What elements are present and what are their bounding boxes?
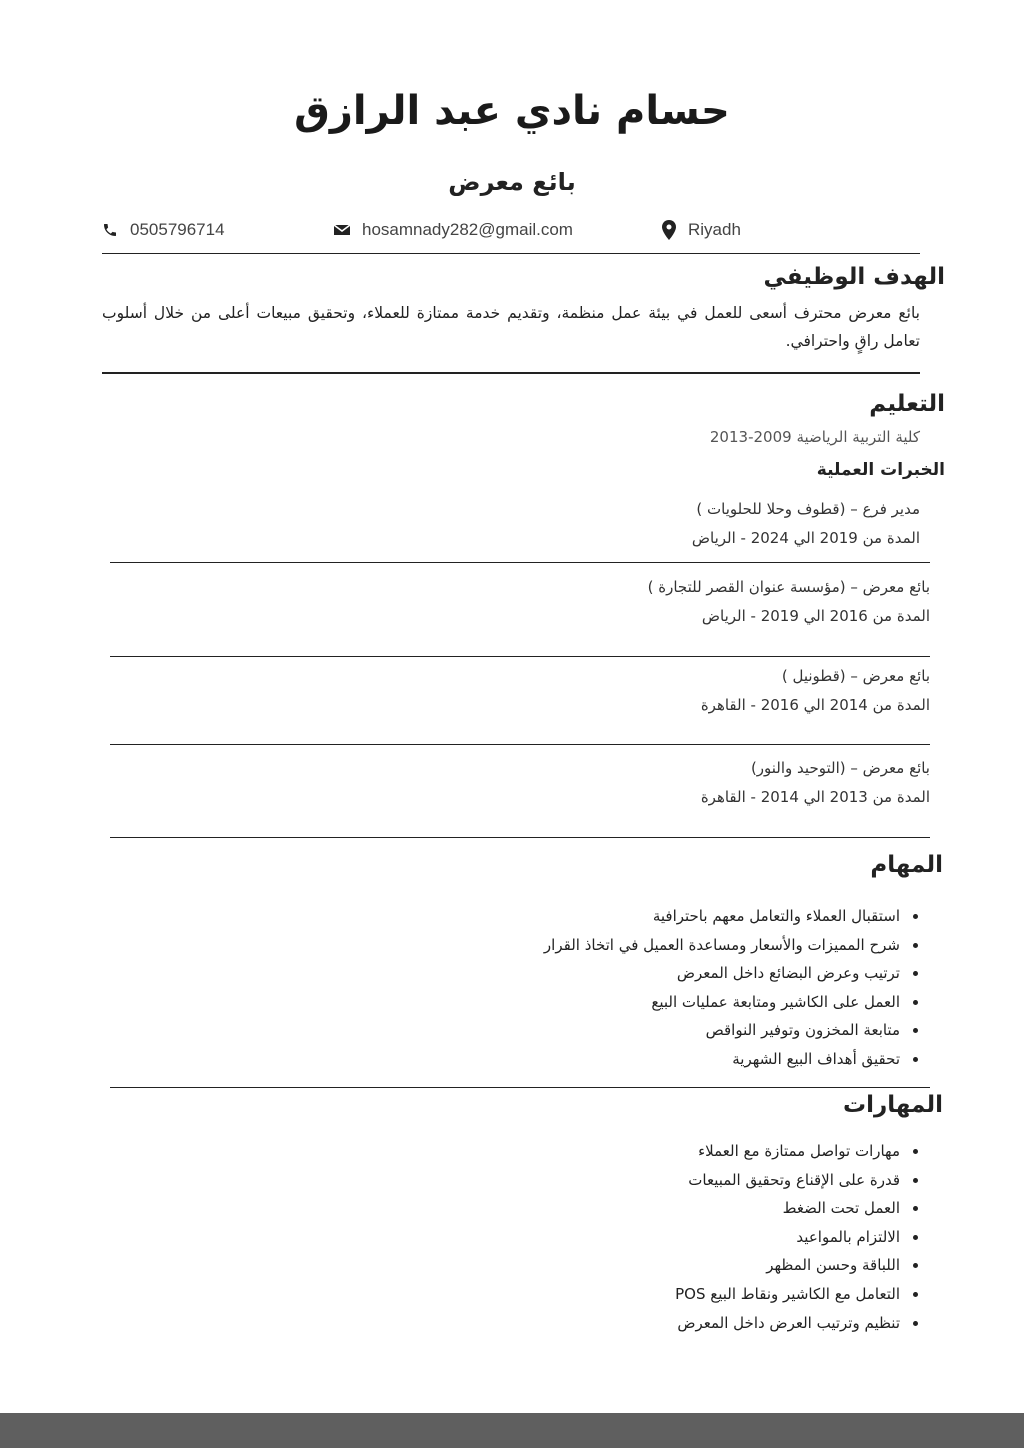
job-role: بائع معرض – (التوحيد والنور)	[750, 759, 930, 777]
divider	[110, 1087, 930, 1088]
list-item: اللباقة وحسن المظهر	[675, 1251, 920, 1280]
contact-email	[334, 220, 573, 240]
objective-text: بائع معرض محترف أسعى للعمل في بيئة عمل منظمة، وتقديم خدمة ممتازة للعملاء، وتحقيق مبيعات أعلى من خلال أسلوب تعامل راقٍ واحترافي.	[102, 304, 920, 350]
job-role: بائع معرض – (مؤسسة عنوان القصر للتجارة )	[647, 578, 930, 596]
location: Riyadh	[688, 220, 741, 239]
experience-item	[701, 754, 930, 812]
divider	[102, 372, 920, 374]
tasks-heading: المهام	[870, 852, 943, 878]
experience-item	[648, 573, 930, 631]
list-item: شرح المميزات والأسعار ومساعدة العميل في اتخاذ القرار	[544, 931, 920, 960]
phone-icon	[102, 222, 118, 238]
list-item: قدرة على الإقناع وتحقيق المبيعات	[675, 1166, 920, 1195]
email-address[interactable]: hosamnady282@gmail.com	[362, 220, 573, 239]
job-role: بائع معرض – (قطونيل )	[781, 667, 930, 685]
job-period: المدة من 2016 الي 2019 - الرياض	[701, 607, 930, 625]
job-period: المدة من 2014 الي 2016 - القاهرة	[700, 696, 930, 714]
footer-bar	[0, 1413, 1024, 1448]
list-item: التعامل مع الكاشير ونقاط البيع POS	[675, 1280, 920, 1309]
list-item: استقبال العملاء والتعامل معهم باحترافية	[544, 902, 920, 931]
skills-heading: المهارات	[843, 1092, 943, 1118]
experience-item	[701, 662, 930, 720]
tasks-list	[544, 902, 920, 1074]
list-item: متابعة المخزون وتوفير النواقص	[544, 1016, 920, 1045]
education-entry: كلية التربية الرياضية 2009-2013	[709, 428, 920, 446]
divider	[110, 744, 930, 745]
envelope-icon	[334, 224, 350, 236]
map-pin-icon	[662, 220, 676, 240]
contact-phone	[102, 220, 225, 240]
divider	[110, 656, 930, 657]
phone-number: 0505796714	[130, 220, 225, 239]
list-item: العمل على الكاشير ومتابعة عمليات البيع	[544, 988, 920, 1017]
job-period: المدة من 2013 الي 2014 - القاهرة	[700, 788, 930, 806]
divider	[102, 253, 920, 254]
divider	[110, 837, 930, 838]
experience-item	[692, 495, 920, 553]
divider	[110, 562, 930, 563]
job-role: مدير فرع – (قطوف وحلا للحلويات )	[696, 500, 920, 518]
objective-heading: الهدف الوظيفي	[763, 264, 945, 290]
job-title: بائع معرض	[448, 168, 576, 196]
list-item: الالتزام بالمواعيد	[675, 1223, 920, 1252]
job-period: المدة من 2019 الي 2024 - الرياض	[691, 529, 920, 547]
list-item: العمل تحت الضغط	[675, 1194, 920, 1223]
list-item: ترتيب وعرض البضائع داخل المعرض	[544, 959, 920, 988]
experience-heading: الخبرات العملية	[816, 460, 945, 480]
list-item: تنظيم وترتيب العرض داخل المعرض	[675, 1309, 920, 1338]
candidate-name: حسام نادي عبد الرازق	[294, 88, 730, 134]
contact-location	[662, 220, 741, 240]
education-heading: التعليم	[869, 391, 945, 417]
list-item: تحقيق أهداف البيع الشهرية	[544, 1045, 920, 1074]
skills-list	[675, 1137, 920, 1337]
list-item: مهارات تواصل ممتازة مع العملاء	[675, 1137, 920, 1166]
